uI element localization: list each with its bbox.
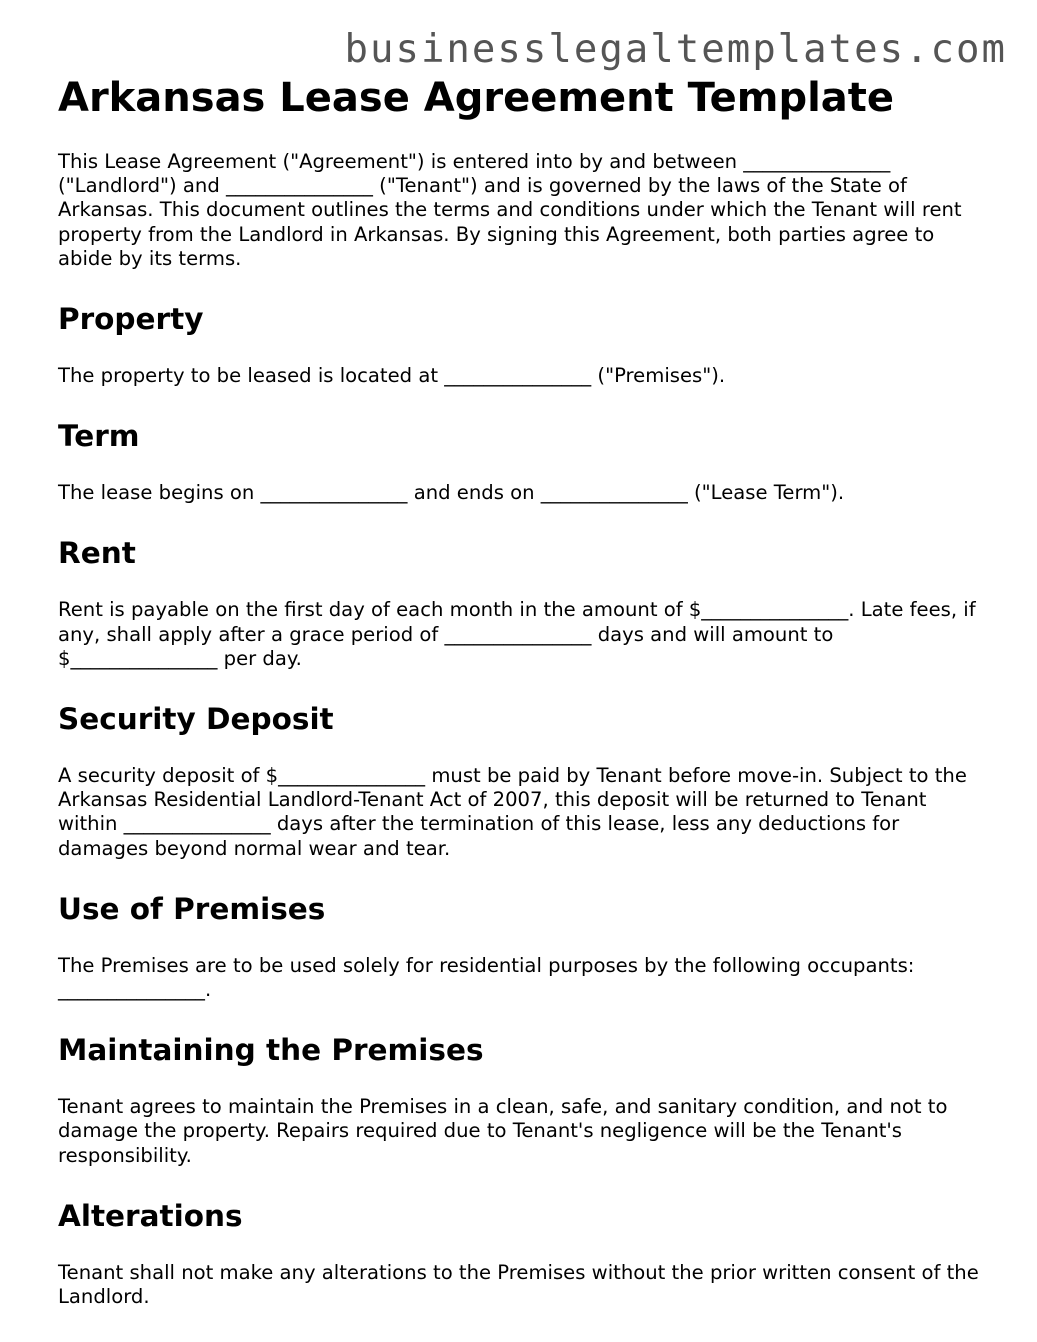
section-property [58,301,988,388]
section-body: The property to be leased is located at _______________ ("Premises"). [58,364,726,388]
section-heading: Security Deposit [58,702,334,737]
section-heading: Alterations [58,1198,243,1233]
section-body: A security deposit of $_______________ must be paid by Tenant before move-in. Subject to the Arkansas Residential Landlord-Tenant Act of 2007, this deposit will be returned to Tenant within _______________ days after the termination of this lease, less any deductions for damages beyond normal wear and tear. [58,764,967,860]
section-heading: Maintaining the Premises [58,1033,484,1068]
section-body: Tenant agrees to maintain the Premises in a clean, safe, and sanitary condition, and not to damage the property. Repairs required due to Tenant's negligence will be the Tenant's responsibility. [58,1095,948,1167]
section-heading: Term [58,419,140,454]
section-body: The lease begins on _______________ and ends on _______________ ("Lease Term"). [58,481,845,505]
document-body [58,74,988,1309]
section-heading: Property [58,302,204,337]
section-heading: Rent [58,536,136,571]
section-body: Rent is payable on the first day of each month in the amount of $_______________. Late fees, if any, shall apply after a grace period of _______________ days and will amount to $_______________ per day. [58,598,976,670]
document-title: Arkansas Lease Agreement Template [58,75,895,121]
section-use-of-premises [58,891,988,1002]
section-maintaining-premises [58,1032,988,1168]
section-body: The Premises are to be used solely for residential purposes by the following occupants: _______________. [58,953,915,1002]
section-rent [58,535,988,671]
section-security-deposit [58,701,988,861]
section-term [58,418,988,505]
section-alterations [58,1198,988,1309]
section-heading: Use of Premises [58,891,326,926]
site-watermark: businesslegaltemplates.com [344,27,1007,72]
intro-paragraph: This Lease Agreement ("Agreement") is entered into by and between _______________ ("Landlord") and _______________ ("Tenant") and is governed by the laws of the State of Arkansas. This document outlines the terms and conditions under which the Tenant will rent property from the Landlord in Arkansas. By signing this Agreement, both parties agree to abide by its terms. [58,150,962,270]
section-body: Tenant shall not make any alterations to the Premises without the prior written consent of the Landlord. [58,1260,979,1309]
